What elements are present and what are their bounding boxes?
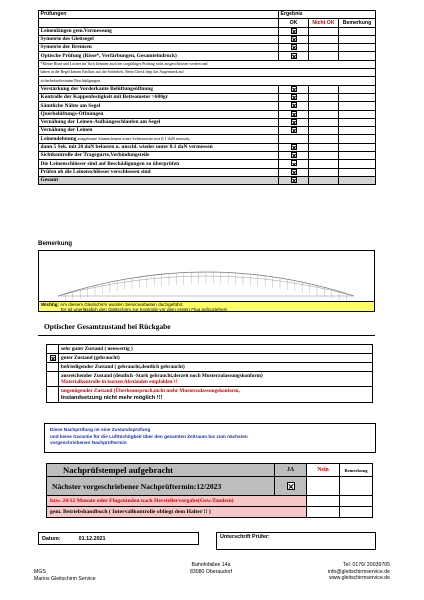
- next-inspection-date: Nächster vorgeschriebener Nachprüftermin:12/2023: [47, 477, 275, 496]
- checklist-row: [39, 93, 376, 101]
- checklist-row-label: Die Leinenschlösser sind auf Beschädigungen zu überprüfen: [39, 160, 279, 168]
- condition-title: Optischer Gesamtzustand bei Rückgabe: [44, 322, 171, 331]
- checklist-row-label: Sichtkontrolle der Tragegurte,Verbindungsteile: [39, 152, 279, 160]
- signature-field: Unterschrift Prüfer:: [216, 532, 376, 550]
- stamp-table: [46, 463, 373, 518]
- note-line: sicherheitsrelevanten Beschädigungen.: [39, 77, 376, 85]
- checklist-title: Prüfungen: [39, 11, 279, 19]
- checked-box-icon[interactable]: [291, 152, 297, 158]
- checklist-row-label: Leinendehnung ausgebaute Stammleinen einer Schirmseite mit 0,1 daN messen,: [39, 135, 279, 143]
- checklist-row: [39, 44, 376, 52]
- footer-contact: Tel: 0176/ 20039705 info@gleitschirmservice.de www.gleitschirmservice.de: [327, 562, 390, 582]
- checked-box-icon[interactable]: [291, 127, 297, 133]
- manual-rule: gem. Betriebshandbuch ( Intervallkontrolle obliegt dem Halter !! ): [47, 507, 307, 518]
- checked-box-icon[interactable]: [291, 111, 297, 117]
- checklist-row-label: Querbelüftungs-Öffnungen: [39, 110, 279, 118]
- checked-box-icon[interactable]: [291, 36, 297, 42]
- checklist-row: [39, 27, 376, 35]
- checklist-row-label: Symetrie der Bremsen: [39, 44, 279, 52]
- checked-box-icon[interactable]: [291, 144, 297, 150]
- footer-company: MGS Marios Gleitschirm Service: [34, 569, 96, 582]
- checklist-row-label: dann 5 Sek. mit 20 daN belasten u. unschl. wieder unter 0.1 daN vermessen: [39, 143, 279, 151]
- ok-header: OK: [279, 19, 309, 27]
- checklist-row-label: Optische Prüfung (Risse*, Verfärbungen, Gesamteindruck): [39, 52, 279, 60]
- checked-box-icon[interactable]: [291, 160, 297, 166]
- important-note: Wichtig: Am diesem Gleitschirm wurden Servicearbeiten duchgeführt. Es ist unerlässlich den Gleitschirm zur Kontrolle vor dem ersten Flug aufzuziehen!: [38, 301, 375, 312]
- checklist-row-label: Kontrolle der Kappenfestigkeit mit Bettsometer >600gr: [39, 93, 279, 101]
- checked-box-icon[interactable]: [287, 482, 295, 490]
- condition-option: sehr guter Zustand ( neuwertig ): [59, 345, 373, 354]
- checked-box-icon[interactable]: [291, 28, 297, 34]
- info-box: Diese Nachprüfung ist eine Zustandsprüfung und keine Garantie für die Lufttüchtigkeit über den gesamten Zeitraum bis zum nächsten vorgeschriebenen Nachprüftermin: [44, 423, 376, 453]
- yes-header: JA: [275, 464, 307, 477]
- checklist-row-label: Vernähung der Leinen: [39, 127, 279, 135]
- checklist-row: [39, 85, 376, 93]
- checklist-row: [39, 152, 376, 160]
- condition-option: guter Zustand (gebraucht): [59, 354, 373, 363]
- condition-table: [46, 344, 373, 403]
- checked-box-icon[interactable]: [291, 53, 297, 59]
- checked-box-icon[interactable]: [291, 119, 297, 125]
- divider: [38, 335, 375, 336]
- checklist-row: [39, 102, 376, 110]
- checked-box-icon[interactable]: [291, 177, 297, 183]
- not-ok-header: Nicht OK: [309, 19, 339, 27]
- remark-header: Bemerkung: [339, 19, 376, 27]
- stamp-title: Nachprüfstempel aufgebracht: [47, 464, 275, 477]
- result-header: Ergebnis: [279, 11, 376, 19]
- checklist-row: [39, 127, 376, 135]
- checked-box-icon[interactable]: [291, 86, 297, 92]
- checklist-row-label: Leinenlängen gem.Vermessung: [39, 27, 279, 35]
- paraglider-canopy-icon: [38, 250, 375, 302]
- checklist-row: [39, 118, 376, 126]
- checklist-row: [39, 168, 376, 176]
- checklist-row: [39, 160, 376, 168]
- inspection-checklist: [38, 10, 376, 185]
- condition-option: ausreichender Zustand (deutlich -Stark gebraucht,derzeit noch Musterzulassungskonform) Materialkontrolle in kurzen Abständen empfohlen !!: [59, 372, 373, 387]
- checklist-row-label: Prüfen ob die Leinenschlösser verschlossen sind: [39, 168, 279, 176]
- checked-box-icon[interactable]: [291, 44, 297, 50]
- checklist-row: [39, 52, 376, 60]
- checklist-row-label: Sämtliche Nähte am Segel: [39, 102, 279, 110]
- checklist-row: [39, 35, 376, 43]
- checked-box-icon[interactable]: [291, 94, 297, 100]
- checked-box-icon[interactable]: [50, 355, 56, 361]
- remark-header: Bemerkung: [340, 464, 373, 477]
- note-line: *Kleine Risse und Löcher im Tuch könnten auch bei sorgfältiger Prüfung nicht ausgeschlossen werden und: [39, 60, 376, 68]
- no-header: Nein: [307, 464, 340, 477]
- footer-address: Bahnfofallee 14a 83080 Oberaudorf: [189, 562, 233, 575]
- remark-title: Bemerkung: [38, 240, 73, 247]
- checklist-row-label: Vernähung der Leinen-Aufhängeschlaufen am Segel: [39, 118, 279, 126]
- total-label: Gesamt: [39, 176, 279, 184]
- checked-box-icon[interactable]: [291, 169, 297, 175]
- condition-option: ungenügender Zustand (Überbeanspruch,nicht mehr Musterzulassungskonform, Instandsetzung nicht mehr möglich !!!: [59, 387, 373, 403]
- checklist-row-label: Symetrie des Gleitsegel: [39, 35, 279, 43]
- note-line: haben in der Regel keinen Einfluss auf die Sicherheit. Beim Check liegt das Augenmerk auf: [39, 69, 376, 77]
- date-field: Datum: 01.12.2021: [38, 532, 199, 545]
- checked-box-icon[interactable]: [291, 102, 297, 108]
- checklist-row-label: Verstärkung der Vorderkante Belüftungsöffnung: [39, 85, 279, 93]
- interval-rule: bzw. 24/12 Monate oder Flugstunden nach Herstellervorgabe(Gew.Tandem): [47, 496, 307, 507]
- checklist-row: [39, 110, 376, 118]
- condition-option: befriedigender Zustand ( gebraucht,deutlich gebraucht): [59, 363, 373, 372]
